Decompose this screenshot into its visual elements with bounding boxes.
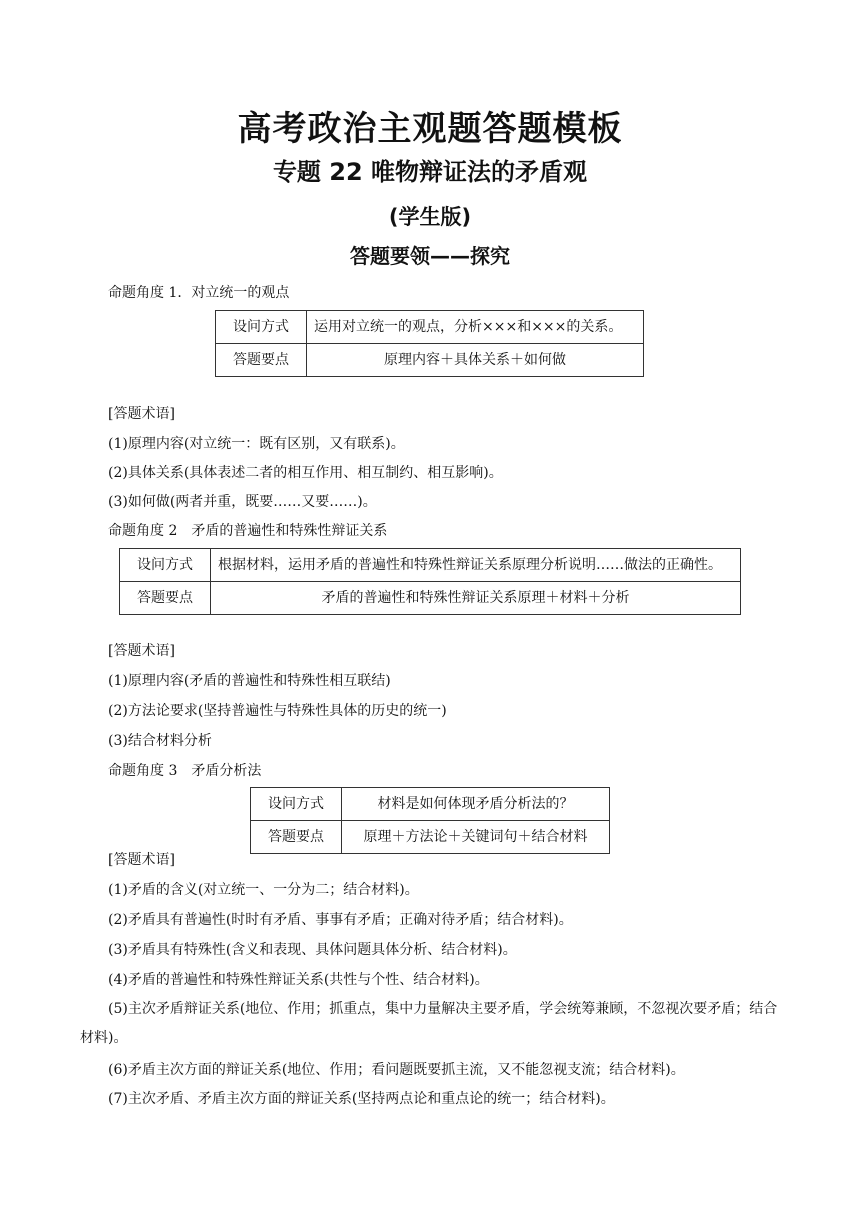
question-text: 根据材料，运用矛盾的普遍性和特殊性辩证关系原理分析说明……做法的正确性。: [211, 549, 741, 582]
angle2-terms-title: [答题术语]: [108, 643, 175, 659]
list-item: (3)矛盾具有特殊性(含义和表现、具体问题具体分析、结合材料)。: [108, 942, 517, 958]
answer-text: 矛盾的普遍性和特殊性辩证关系原理＋材料＋分析: [211, 582, 741, 615]
angle2-heading: 命题角度 2 矛盾的普遍性和特殊性辩证关系: [108, 523, 388, 539]
document-version: (学生版): [388, 205, 472, 229]
angle2-table: [119, 548, 741, 615]
question-text: 材料是如何体现矛盾分析法的？: [342, 788, 610, 821]
table-row: [216, 344, 644, 377]
angle1-terms-title: [答题术语]: [108, 406, 175, 422]
list-item: (4)矛盾的普遍性和特殊性辩证关系(共性与个性、结合材料)。: [108, 972, 489, 988]
angle1-table: [215, 310, 644, 377]
question-label: 设问方式: [216, 311, 307, 344]
list-item: (3)如何做(两者并重，既要……又要……)。: [108, 494, 377, 510]
list-item: (3)结合材料分析: [108, 733, 212, 749]
document-title: 高考政治主观题答题模板: [237, 109, 623, 149]
list-item: (2)矛盾具有普遍性(时时有矛盾、事事有矛盾；正确对待矛盾；结合材料)。: [108, 912, 573, 928]
list-item: (1)原理内容(对立统一：既有区别，又有联系)。: [108, 436, 405, 452]
list-item: (1)原理内容(矛盾的普遍性和特殊性相互联结): [108, 673, 391, 689]
list-item: (5)主次矛盾辩证关系(地位、作用；抓重点，集中力量解决主要矛盾，学会统筹兼顾，不忽视次要矛盾；结合材料)。: [80, 1001, 778, 1046]
list-item: (1)矛盾的含义(对立统一、一分为二；结合材料)。: [108, 882, 419, 898]
question-label: 设问方式: [120, 549, 211, 582]
angle3-terms-title: [答题术语]: [108, 852, 175, 868]
section-heading: 答题要领——探究: [350, 244, 510, 268]
question-label: 设问方式: [251, 788, 342, 821]
list-item: (6)矛盾主次方面的辩证关系(地位、作用；看问题既要抓主流，又不能忽视支流；结合材料)。: [108, 1062, 685, 1078]
table-row: [251, 788, 610, 821]
angle1-heading: 命题角度 1．对立统一的观点: [108, 285, 290, 301]
answer-label: 答题要点: [251, 821, 342, 854]
answer-label: 答题要点: [216, 344, 307, 377]
answer-text: 原理＋方法论＋关键词句＋结合材料: [342, 821, 610, 854]
answer-label: 答题要点: [120, 582, 211, 615]
table-row: [216, 311, 644, 344]
table-row: [120, 582, 741, 615]
document-subtitle: 专题 22 唯物辩证法的矛盾观: [272, 158, 588, 186]
list-item: (2)具体关系(具体表述二者的相互作用、相互制约、相互影响)。: [108, 465, 503, 481]
answer-text: 原理内容＋具体关系＋如何做: [307, 344, 644, 377]
list-item: (7)主次矛盾、矛盾主次方面的辩证关系(坚持两点论和重点论的统一；结合材料)。: [108, 1091, 615, 1107]
angle3-table: [250, 787, 610, 854]
list-item: (2)方法论要求(坚持普遍性与特殊性具体的历史的统一): [108, 703, 447, 719]
angle3-heading: 命题角度 3 矛盾分析法: [108, 763, 262, 779]
question-text: 运用对立统一的观点，分析×××和×××的关系。: [307, 311, 644, 344]
table-row: [120, 549, 741, 582]
table-row: [251, 821, 610, 854]
